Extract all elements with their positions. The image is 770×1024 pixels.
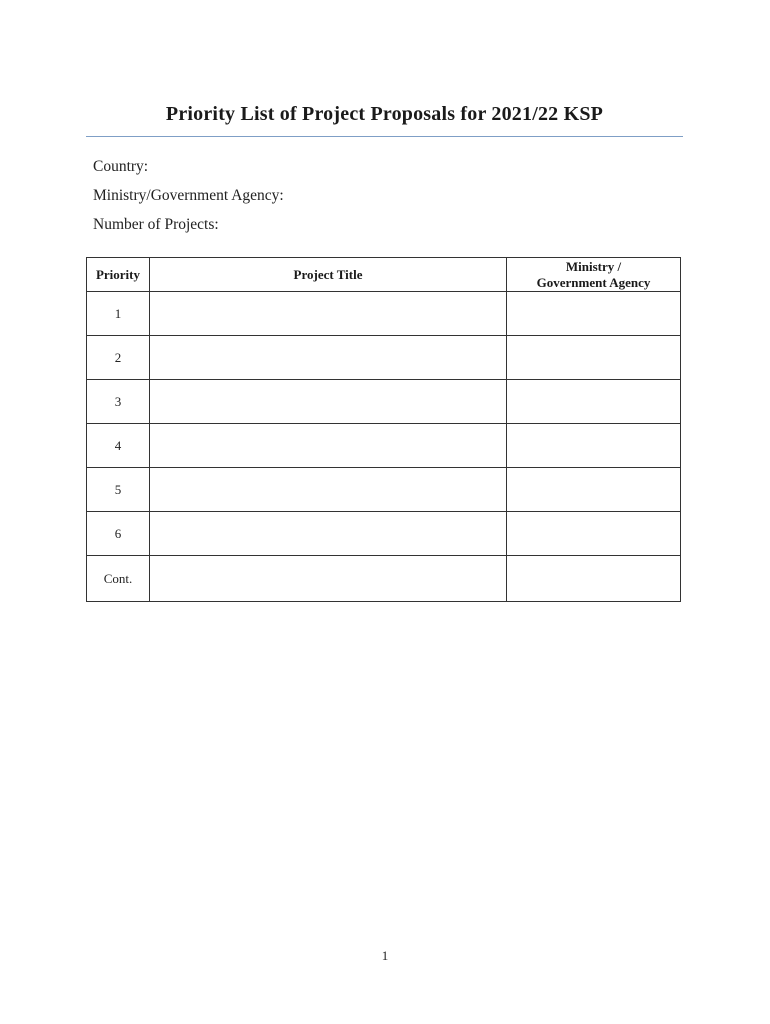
agency-cell[interactable] <box>507 556 681 602</box>
table-row <box>87 512 681 556</box>
agency-cell[interactable] <box>507 380 681 424</box>
table-row-continued <box>87 556 681 602</box>
project-title-cell[interactable] <box>150 336 507 380</box>
agency-cell[interactable] <box>507 424 681 468</box>
title-divider <box>86 136 683 137</box>
header-agency-line2: Government Agency <box>536 274 651 290</box>
agency-cell[interactable] <box>507 336 681 380</box>
project-title-cell[interactable] <box>150 380 507 424</box>
priority-cell: Cont. <box>87 556 150 602</box>
priority-cell: 3 <box>87 380 150 424</box>
table-row <box>87 292 681 336</box>
agency-cell[interactable] <box>507 468 681 512</box>
priority-cell: 5 <box>87 468 150 512</box>
header-priority: Priority <box>87 258 150 292</box>
table-row <box>87 336 681 380</box>
project-title-cell[interactable] <box>150 292 507 336</box>
header-ministry-agency <box>507 258 681 292</box>
project-title-cell[interactable] <box>150 512 507 556</box>
project-title-cell[interactable] <box>150 556 507 602</box>
page-number: 1 <box>381 948 389 963</box>
priority-cell: 1 <box>87 292 150 336</box>
agency-cell[interactable] <box>507 512 681 556</box>
header-agency-line1: Ministry / <box>565 258 622 274</box>
table-row <box>87 468 681 512</box>
page-title: Priority List of Project Proposals for 2021/22 KSP <box>165 103 604 125</box>
priority-cell: 6 <box>87 512 150 556</box>
project-proposals-table <box>86 257 681 602</box>
table-row <box>87 424 681 468</box>
priority-cell: 2 <box>87 336 150 380</box>
header-project-title: Project Title <box>150 258 507 292</box>
table-row <box>87 380 681 424</box>
project-title-cell[interactable] <box>150 468 507 512</box>
table-header-row <box>87 258 681 292</box>
agency-cell[interactable] <box>507 292 681 336</box>
country-field-label: Country: <box>93 158 149 175</box>
priority-cell: 4 <box>87 424 150 468</box>
project-title-cell[interactable] <box>150 424 507 468</box>
ministry-field-label: Ministry/Government Agency: <box>93 187 284 204</box>
number-of-projects-label: Number of Projects: <box>93 216 219 233</box>
